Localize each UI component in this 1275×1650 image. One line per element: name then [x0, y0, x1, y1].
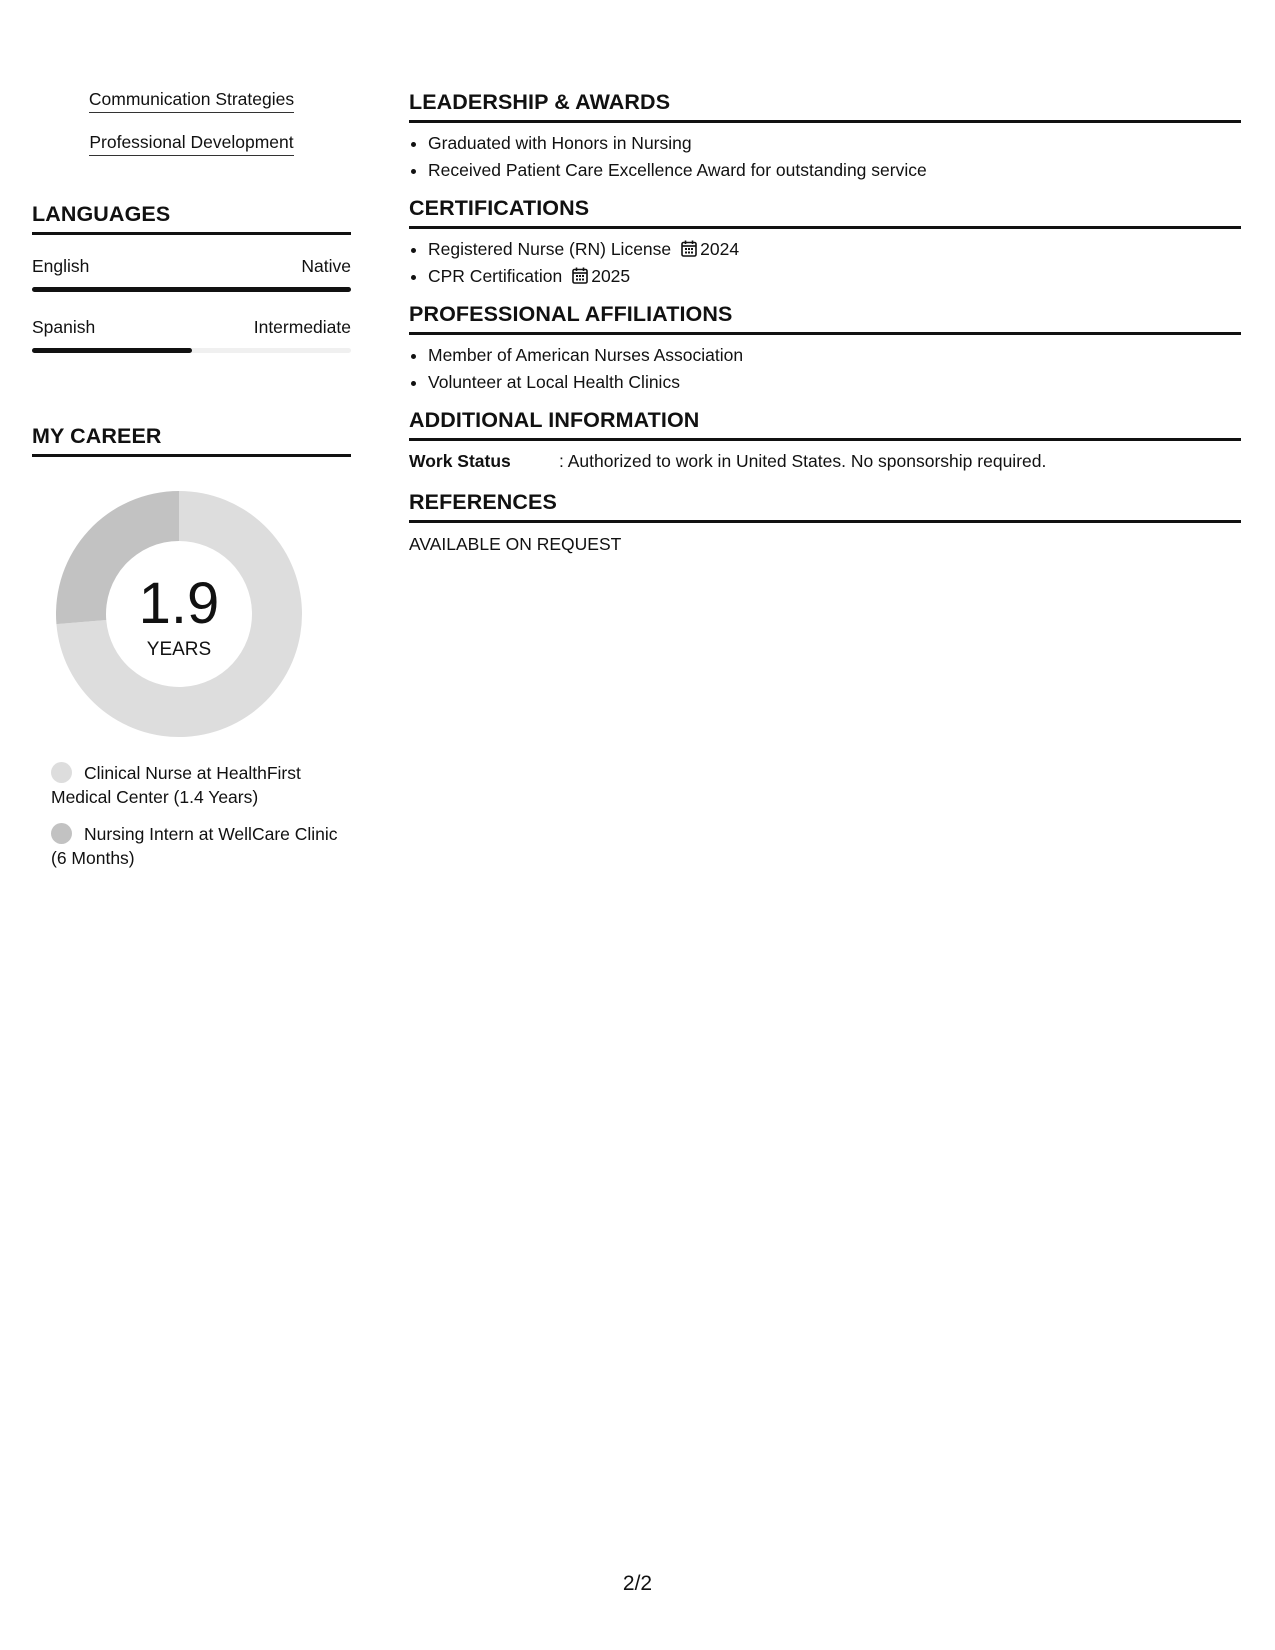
- certifications-section: [409, 196, 1241, 290]
- page-number: 2/2: [622, 1572, 653, 1595]
- language-bar: [32, 287, 351, 292]
- list-item: [428, 236, 1241, 263]
- left-column: [32, 80, 351, 883]
- certification-year: 2025: [591, 266, 631, 286]
- work-status-value: : Authorized to work in United States. No sponsorship required.: [559, 451, 1047, 471]
- language-bar: [32, 348, 351, 353]
- additional-info-section: [409, 408, 1241, 472]
- leadership-list: [409, 130, 1241, 184]
- certification-name: CPR Certification: [428, 266, 563, 286]
- section-title-certifications: CERTIFICATIONS: [409, 196, 1241, 229]
- legend-item: [51, 822, 341, 870]
- language-level: Intermediate: [253, 317, 351, 337]
- references-section: [409, 490, 1241, 555]
- language-bar-fill: [32, 348, 192, 353]
- legend-item: [51, 761, 341, 809]
- legend-label: Clinical Nurse at HealthFirst Medical Center (1.4 Years): [51, 763, 301, 807]
- career-total-years: 1.9: [138, 571, 220, 636]
- calendar-icon: [572, 267, 588, 284]
- right-column: [409, 90, 1241, 555]
- affiliations-section: [409, 302, 1241, 396]
- certification-year: 2024: [700, 239, 740, 259]
- legend-label: Nursing Intern at WellCare Clinic (6 Months): [51, 824, 338, 868]
- section-title-additional: ADDITIONAL INFORMATION: [409, 408, 1241, 441]
- skill-tag: Professional Development: [89, 132, 293, 156]
- skill-tag: Communication Strategies: [89, 89, 294, 113]
- language-name: Spanish: [32, 317, 96, 337]
- language-bar-fill: [32, 287, 351, 292]
- language-level: Native: [301, 256, 351, 276]
- language-item: [32, 317, 351, 353]
- languages-section: [32, 202, 351, 353]
- leadership-section: [409, 90, 1241, 184]
- list-item: • Member of American Nurses Association: [428, 342, 1241, 369]
- list-item: • Graduated with Honors in Nursing: [428, 130, 1241, 157]
- work-status-row: [409, 451, 1241, 472]
- career-section: [32, 424, 351, 870]
- language-name: English: [32, 256, 90, 276]
- list-item: • Volunteer at Local Health Clinics: [428, 369, 1241, 396]
- legend-dot: [51, 762, 72, 783]
- work-status-label: Work Status: [409, 451, 511, 471]
- section-title-references: REFERENCES: [409, 490, 1241, 523]
- skills-list: [32, 80, 351, 166]
- calendar-icon: [681, 240, 697, 257]
- certification-name: Registered Nurse (RN) License: [428, 239, 672, 259]
- career-legend: [32, 761, 341, 870]
- section-title-leadership: LEADERSHIP & AWARDS: [409, 90, 1241, 123]
- section-title-affiliations: PROFESSIONAL AFFILIATIONS: [409, 302, 1241, 335]
- career-total-unit: YEARS: [146, 639, 212, 660]
- section-title-languages: LANGUAGES: [32, 202, 351, 235]
- legend-dot: [51, 823, 72, 844]
- affiliations-list: [409, 342, 1241, 396]
- certifications-list: [409, 236, 1241, 290]
- section-title-career: MY CAREER: [32, 424, 351, 457]
- list-item: • Received Patient Care Excellence Award for outstanding service: [428, 157, 1241, 184]
- language-item: [32, 256, 351, 292]
- donut-center: [56, 571, 302, 661]
- references-text: AVAILABLE ON REQUEST: [409, 534, 622, 554]
- career-donut-chart: [56, 491, 302, 737]
- list-item: [428, 263, 1241, 290]
